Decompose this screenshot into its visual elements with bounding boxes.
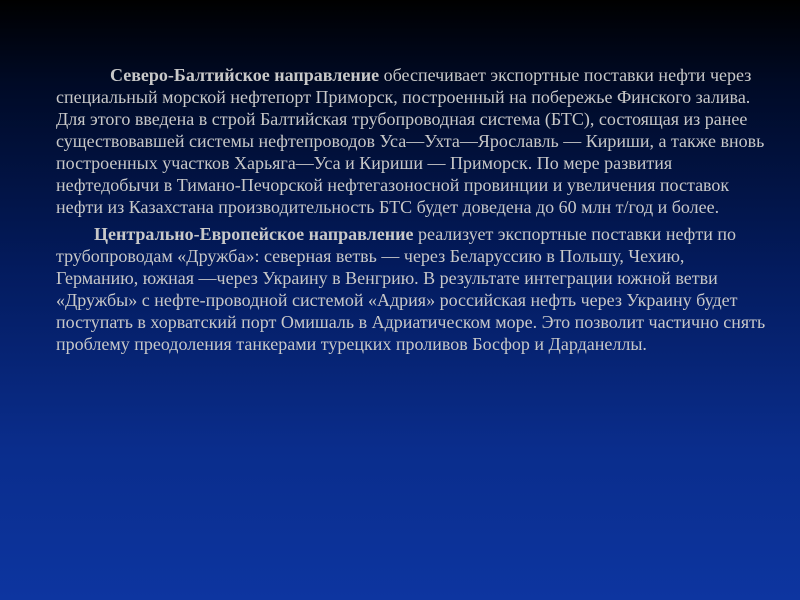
slide-text-body	[56, 64, 768, 355]
paragraph-central-european	[56, 223, 768, 355]
paragraph-central-european-text: реализует экспортные поставки нефти по трубопроводам «Дружба»: северная ветвь — через Беларуссию в Польшу, Чехию, Германию, южная —через Украину в Венгрию. В результате интеграции южной ветви «Дружбы» с нефте-проводной системой «Адрия» российская нефть через Украину будет поступать в хорватский порт Омишаль в Адриатическом море. Это позволит частично снять проблему преодоления танкерами турецких проливов Босфор и Дарданеллы.	[56, 224, 766, 354]
term-north-baltic-direction: Северо-Балтийское направление	[110, 65, 380, 85]
paragraph-north-baltic	[56, 64, 768, 218]
term-central-european-direction: Центрально-Европейское направление	[94, 224, 414, 244]
paragraph-north-baltic-text: обеспечивает экспортные поставки нефти через специальный морской нефтепорт Приморск, построенный на побережье Финского залива. Для этого введена в строй Балтийская трубопроводная система (БТС), состоящая из ранее существовавшей системы нефтепроводов Уса—Ухта—Ярославль — Кириши, а также вновь построенных участков Харьяга—Уса и Кириши — Приморск. По мере развития нефтедобычи в Тимано-Печорской нефтегазоносной провинции и увеличения поставок нефти из Казахстана производительность БТС будет доведена до 60 млн т/год и более.	[56, 65, 765, 217]
